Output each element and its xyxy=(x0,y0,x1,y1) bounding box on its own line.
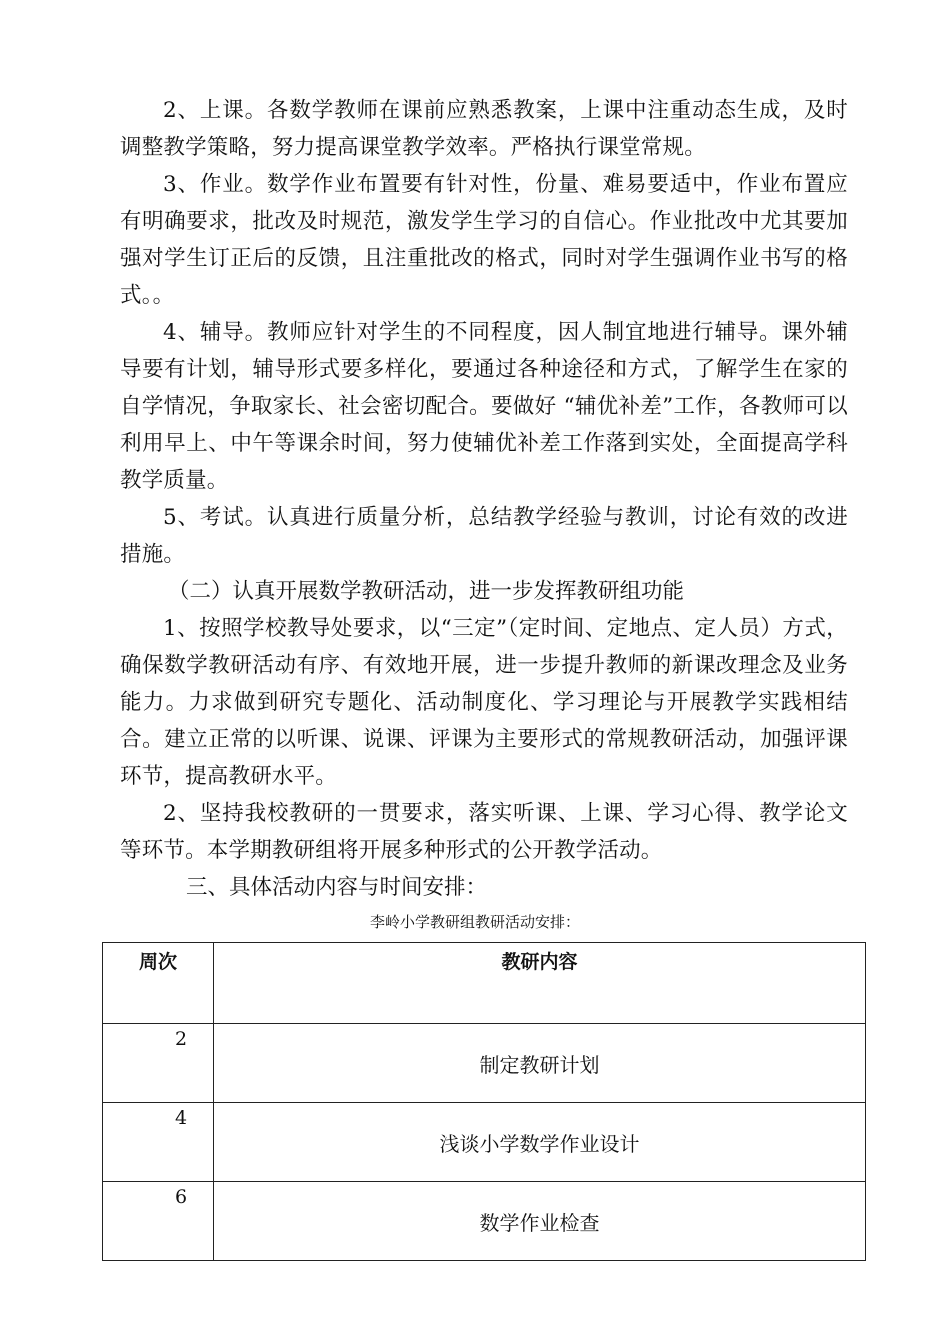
week-cell: 6 xyxy=(103,1182,214,1261)
section-two-heading: （二）认真开展数学教研活动，进一步发挥教研组功能 xyxy=(168,579,685,604)
table-row xyxy=(103,1103,866,1182)
document-body xyxy=(120,92,848,906)
table-row xyxy=(103,1182,866,1261)
paragraph-homework: 3、作业。数学作业布置要有针对性，份量、难易要适中，作业布置应有明确要求，批改及时规范，激发学生学习的自信心。作业批改中尤其要加强对学生订正后的反馈，且注重批改的格式，同时对学生强调作业书写的格式。。 xyxy=(120,172,848,308)
header-week: 周次 xyxy=(103,943,214,1024)
activity-schedule-table xyxy=(102,942,866,1261)
paragraph-tutoring: 4、辅导。教师应针对学生的不同程度，因人制宜地进行辅导。课外辅导要有计划，辅导形式要多样化，要通过各种途径和方式，了解学生在家的自学情况，争取家长、社会密切配合。要做好 “辅优补差”工作，各教师可以利用早上、中午等课余时间，努力使辅优补差工作落到实处，全面提高学科教学质量。 xyxy=(120,320,848,493)
paragraph-lesson: 2、上课。各数学教师在课前应熟悉教案，上课中注重动态生成，及时调整教学策略，努力提高课堂教学效率。严格执行课堂常规。 xyxy=(120,98,848,160)
header-content: 教研内容 xyxy=(214,943,866,1024)
table-header-row xyxy=(103,943,866,1024)
content-cell: 浅谈小学数学作业设计 xyxy=(214,1103,866,1182)
section-three-heading: 三、具体活动内容与时间安排： xyxy=(186,875,488,900)
paragraph-research-2: 2、坚持我校教研的一贯要求，落实听课、上课、学习心得、教学论文等环节。本学期教研组将开展多种形式的公开教学活动。 xyxy=(120,801,848,863)
content-cell: 制定教研计划 xyxy=(214,1024,866,1103)
content-cell: 数学作业检查 xyxy=(214,1182,866,1261)
paragraph-exam: 5、考试。认真进行质量分析，总结教学经验与教训，讨论有效的改进措施。 xyxy=(120,505,848,567)
week-cell: 2 xyxy=(103,1024,214,1103)
table-row xyxy=(103,1024,866,1103)
table-caption: 李岭小学教研组教研活动安排： xyxy=(369,913,580,931)
paragraph-research-1: 1、按照学校教导处要求，以“三定”（定时间、定地点、定人员）方式，确保数学教研活动有序、有效地开展，进一步提升教师的新课改理念及业务能力。力求做到研究专题化、活动制度化、学习理论与开展教学实践相结合。建立正常的以听课、说课、评课为主要形式的常规教研活动，加强评课环节，提高教研水平。 xyxy=(120,616,848,789)
week-cell: 4 xyxy=(103,1103,214,1182)
